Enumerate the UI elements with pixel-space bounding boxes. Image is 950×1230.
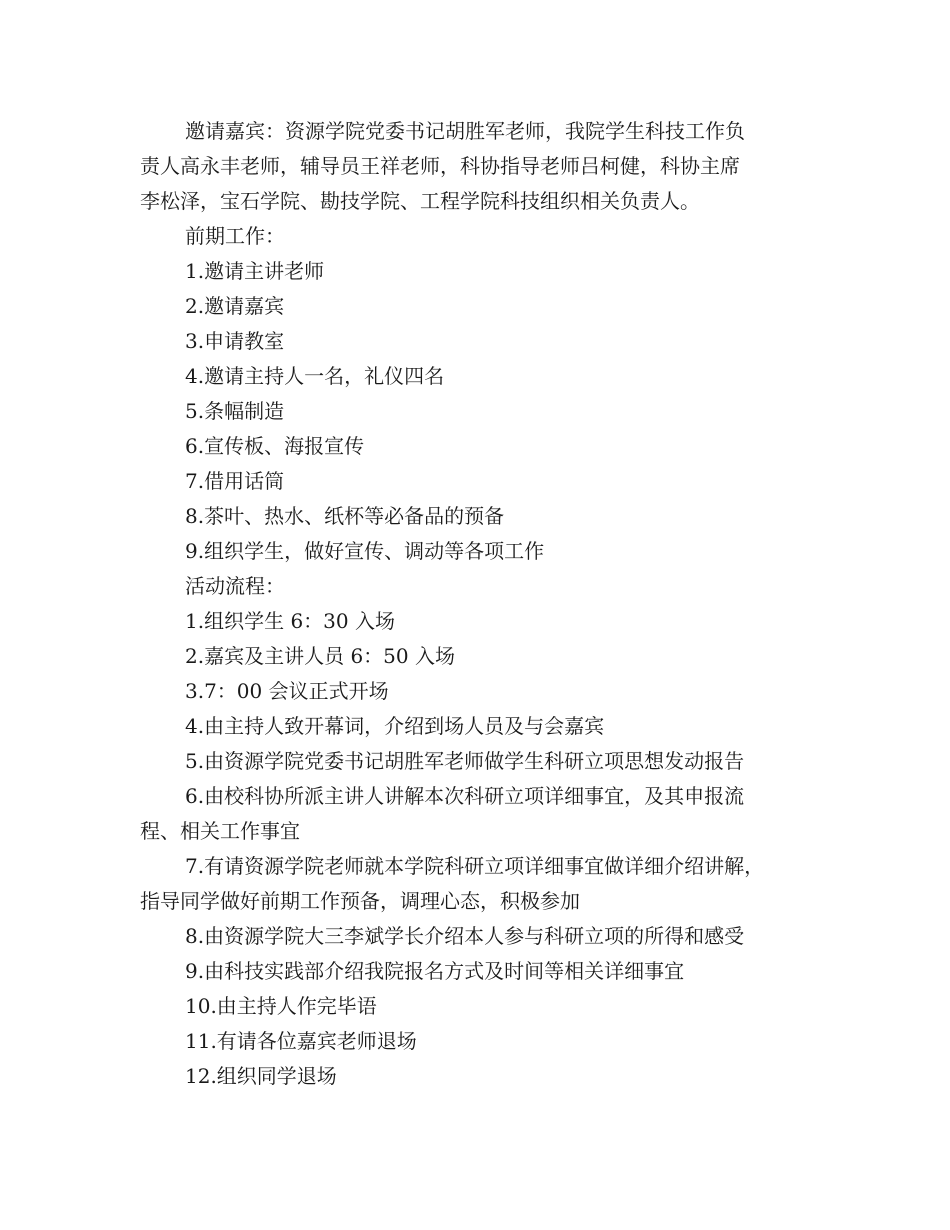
guests-line-2: 责人高永丰老师，辅导员王祥老师，科协指导老师吕柯健，科协主席	[140, 154, 740, 178]
flow-item-6: 6.由校科协所派主讲人讲解本次科研立项详细事宜，及其申报流	[185, 784, 745, 808]
guests-line-3: 李松泽，宝石学院、勘技学院、工程学院科技组织相关负责人。	[140, 189, 700, 213]
prep-item-7: 7.借用话筒	[185, 469, 285, 493]
flow-item-9: 9.由科技实践部介绍我院报名方式及时间等相关详细事宜	[185, 959, 685, 983]
prep-item-9: 9.组织学生，做好宣传、调动等各项工作	[185, 539, 545, 563]
flow-item-4: 4.由主持人致开幕词，介绍到场人员及与会嘉宾	[185, 714, 605, 738]
prep-heading: 前期工作：	[185, 224, 285, 248]
prep-item-4: 4.邀请主持人一名，礼仪四名	[185, 364, 445, 388]
flow-heading: 活动流程：	[185, 574, 285, 598]
prep-item-2: 2.邀请嘉宾	[185, 294, 285, 318]
flow-item-7: 7.有请资源学院老师就本学院科研立项详细事宜做详细介绍讲解，	[185, 854, 765, 878]
flow-item-2: 2.嘉宾及主讲人员 6：50 入场	[185, 644, 455, 668]
flow-item-11: 11.有请各位嘉宾老师退场	[185, 1029, 417, 1053]
flow-item-5: 5.由资源学院党委书记胡胜军老师做学生科研立项思想发动报告	[185, 749, 745, 773]
prep-item-5: 5.条幅制造	[185, 399, 285, 423]
prep-item-8: 8.茶叶、热水、纸杯等必备品的预备	[185, 504, 505, 528]
flow-item-7-cont: 指导同学做好前期工作预备，调理心态，积极参加	[140, 889, 580, 913]
flow-item-8: 8.由资源学院大三李斌学长介绍本人参与科研立项的所得和感受	[185, 924, 745, 948]
guests-line-1: 邀请嘉宾：资源学院党委书记胡胜军老师，我院学生科技工作负	[185, 119, 745, 143]
prep-item-1: 1.邀请主讲老师	[185, 259, 325, 283]
flow-item-6-cont: 程、相关工作事宜	[140, 819, 300, 843]
prep-item-6: 6.宣传板、海报宣传	[185, 434, 365, 458]
flow-item-10: 10.由主持人作完毕语	[185, 994, 377, 1018]
flow-item-3: 3.7：00 会议正式开场	[185, 679, 389, 703]
flow-item-12: 12.组织同学退场	[185, 1064, 337, 1088]
flow-item-1: 1.组织学生 6：30 入场	[185, 609, 395, 633]
prep-item-3: 3.申请教室	[185, 329, 285, 353]
